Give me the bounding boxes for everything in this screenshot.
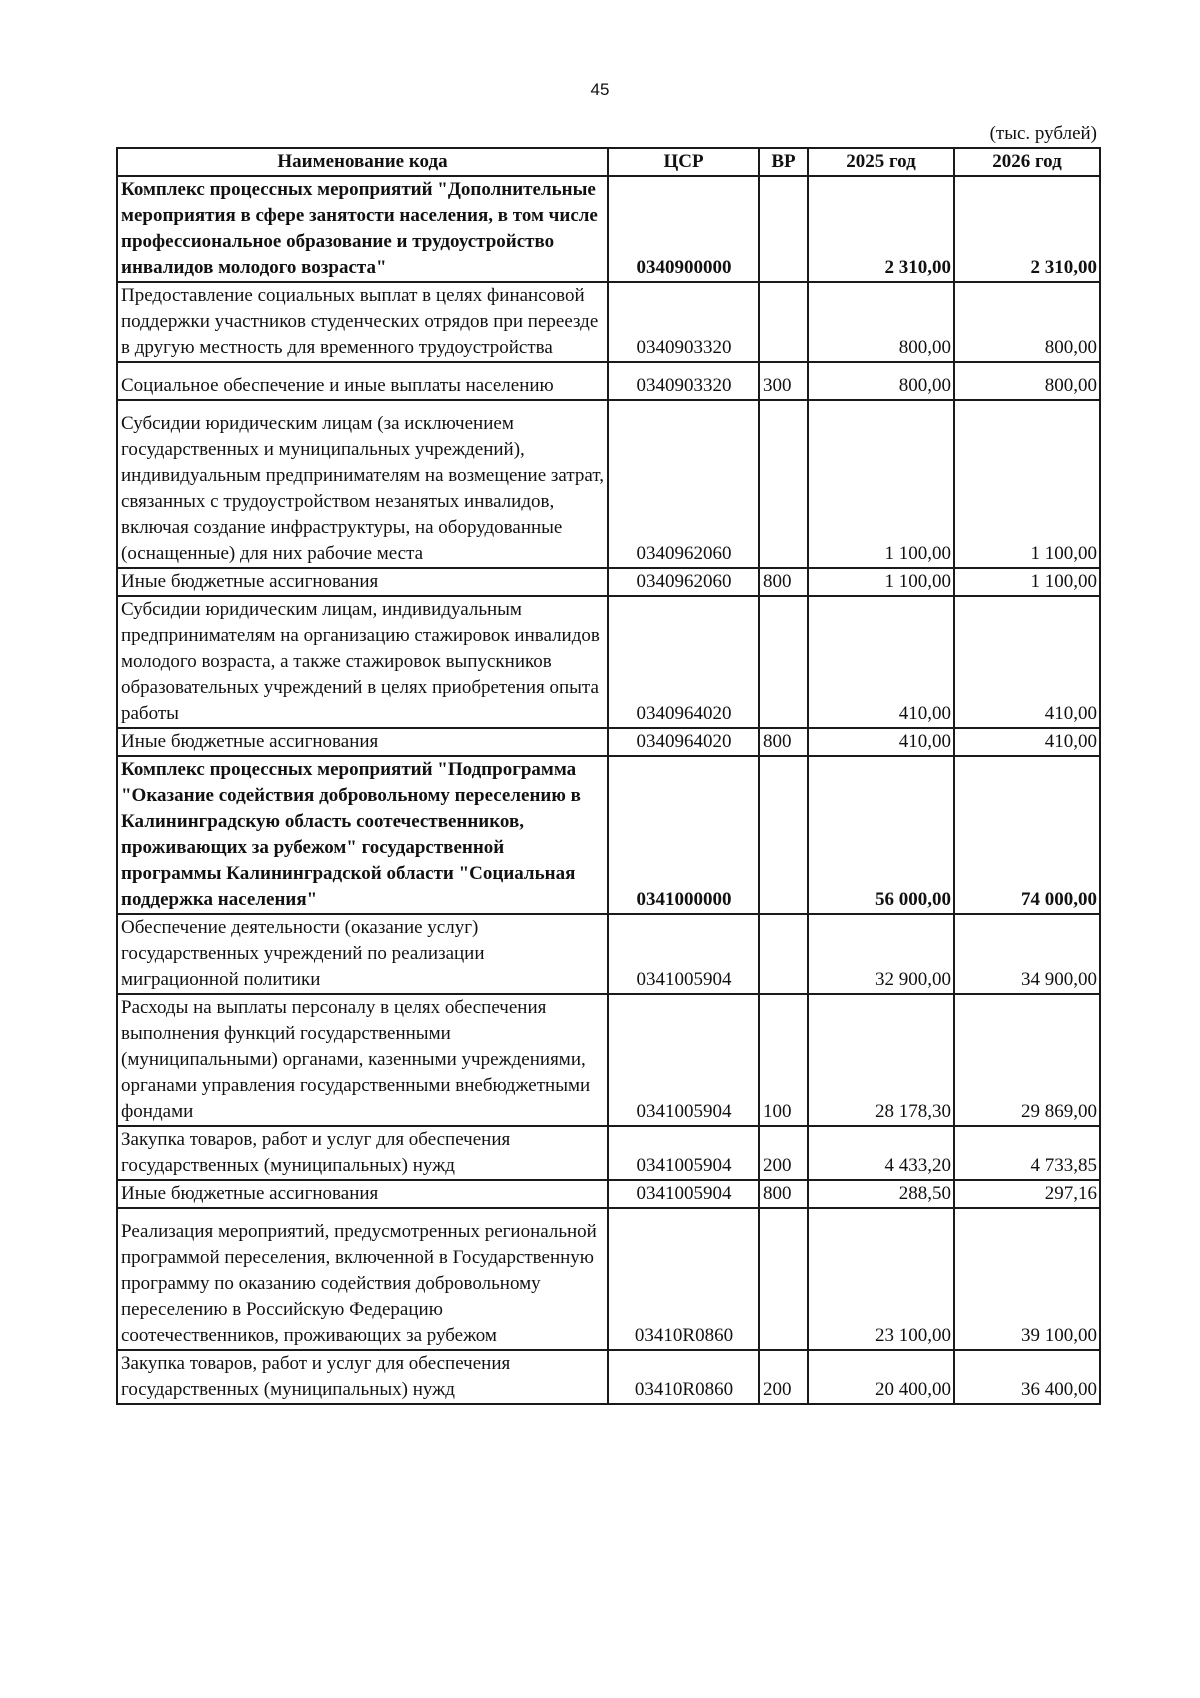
table-row [117, 1126, 1100, 1180]
row-csr: 0340962060 [608, 400, 759, 568]
row-name: Реализация мероприятий, предусмотренных региональной программой переселения, включенной в Государственную программу по оказанию содействия добровольному переселению в Российскую Федерацию соотечественников, проживающих за рубежом [117, 1208, 608, 1350]
row-csr: 0340903320 [608, 362, 759, 400]
row-2026: 36 400,00 [954, 1350, 1100, 1404]
row-2026: 29 869,00 [954, 994, 1100, 1126]
table-row [117, 362, 1100, 400]
row-vr: 100 [759, 994, 808, 1126]
table-row [117, 1208, 1100, 1350]
row-2026: 800,00 [954, 282, 1100, 362]
row-2025: 23 100,00 [808, 1208, 954, 1350]
header-csr: ЦСР [608, 148, 759, 176]
row-csr: 03410R0860 [608, 1350, 759, 1404]
row-csr: 0340900000 [608, 176, 759, 282]
row-2026: 74 000,00 [954, 756, 1100, 914]
row-name: Комплекс процессных мероприятий "Дополнительные мероприятия в сфере занятости населения, в том числе профессиональное образование и трудоустройство инвалидов молодого возраста" [117, 176, 608, 282]
row-2026: 297,16 [954, 1180, 1100, 1208]
row-2025: 288,50 [808, 1180, 954, 1208]
row-csr: 0340964020 [608, 596, 759, 728]
row-csr: 03410R0860 [608, 1208, 759, 1350]
row-csr: 0341000000 [608, 756, 759, 914]
row-2025: 1 100,00 [808, 400, 954, 568]
row-vr: 300 [759, 362, 808, 400]
row-2025: 800,00 [808, 362, 954, 400]
row-vr [759, 400, 808, 568]
row-2025: 56 000,00 [808, 756, 954, 914]
row-vr [759, 1208, 808, 1350]
row-2026: 39 100,00 [954, 1208, 1100, 1350]
header-vr: ВР [759, 148, 808, 176]
header-name: Наименование кода [117, 148, 608, 176]
row-2026: 410,00 [954, 728, 1100, 756]
row-csr: 0341005904 [608, 1126, 759, 1180]
row-name: Закупка товаров, работ и услуг для обеспечения государственных (муниципальных) нужд [117, 1350, 608, 1404]
row-2025: 410,00 [808, 728, 954, 756]
table-row [117, 1180, 1100, 1208]
row-vr: 200 [759, 1350, 808, 1404]
row-vr [759, 914, 808, 994]
table-row [117, 568, 1100, 596]
row-csr: 0340962060 [608, 568, 759, 596]
row-name: Закупка товаров, работ и услуг для обеспечения государственных (муниципальных) нужд [117, 1126, 608, 1180]
table-row [117, 176, 1100, 282]
row-csr: 0340964020 [608, 728, 759, 756]
table-row [117, 282, 1100, 362]
table-row [117, 914, 1100, 994]
header-2025: 2025 год [808, 148, 954, 176]
row-name: Иные бюджетные ассигнования [117, 568, 608, 596]
row-name: Расходы на выплаты персоналу в целях обеспечения выполнения функций государственными (муниципальными) органами, казенными учреждениями, органами управления государственными внебюджетными фондами [117, 994, 608, 1126]
row-2025: 32 900,00 [808, 914, 954, 994]
row-vr [759, 176, 808, 282]
table-row [117, 1350, 1100, 1404]
row-2026: 1 100,00 [954, 568, 1100, 596]
row-vr [759, 756, 808, 914]
row-csr: 0340903320 [608, 282, 759, 362]
row-name: Субсидии юридическим лицам (за исключением государственных и муниципальных учреждений), индивидуальным предпринимателям на возмещение затрат, связанных с трудоустройством незанятых инвалидов, включая создание инфраструктуры, на оборудованные (оснащенные) для них рабочие места [117, 400, 608, 568]
page-number: 45 [590, 80, 610, 99]
row-vr: 800 [759, 1180, 808, 1208]
row-2025: 20 400,00 [808, 1350, 954, 1404]
row-name: Социальное обеспечение и иные выплаты населению [117, 362, 608, 400]
row-2026: 410,00 [954, 596, 1100, 728]
row-2025: 28 178,30 [808, 994, 954, 1126]
row-2026: 4 733,85 [954, 1126, 1100, 1180]
row-vr: 200 [759, 1126, 808, 1180]
row-csr: 0341005904 [608, 994, 759, 1126]
row-2025: 1 100,00 [808, 568, 954, 596]
row-name: Иные бюджетные ассигнования [117, 728, 608, 756]
table-header-row [117, 148, 1100, 176]
row-2026: 2 310,00 [954, 176, 1100, 282]
table-row [117, 400, 1100, 568]
budget-table [116, 147, 1101, 1405]
row-name: Субсидии юридическим лицам, индивидуальным предпринимателям на организацию стажировок инвалидов молодого возраста, а также стажировок выпускников образовательных учреждений в целях приобретения опыта работы [117, 596, 608, 728]
row-csr: 0341005904 [608, 1180, 759, 1208]
row-2025: 2 310,00 [808, 176, 954, 282]
row-2025: 800,00 [808, 282, 954, 362]
table-row [117, 756, 1100, 914]
row-2025: 4 433,20 [808, 1126, 954, 1180]
row-vr [759, 596, 808, 728]
row-vr: 800 [759, 568, 808, 596]
row-vr [759, 282, 808, 362]
row-name: Иные бюджетные ассигнования [117, 1180, 608, 1208]
row-2025: 410,00 [808, 596, 954, 728]
row-2026: 34 900,00 [954, 914, 1100, 994]
row-2026: 1 100,00 [954, 400, 1100, 568]
table-row [117, 728, 1100, 756]
table-row [117, 596, 1100, 728]
table-row [117, 994, 1100, 1126]
row-2026: 800,00 [954, 362, 1100, 400]
row-csr: 0341005904 [608, 914, 759, 994]
row-name: Комплекс процессных мероприятий "Подпрограмма "Оказание содействия добровольному переселению в Калининградскую область соотечественников, проживающих за рубежом" государственной программы Калининградской области "Социальная поддержка населения" [117, 756, 608, 914]
row-name: Обеспечение деятельности (оказание услуг) государственных учреждений по реализации миграционной политики [117, 914, 608, 994]
header-2026: 2026 год [954, 148, 1100, 176]
units-label: (тыс. рублей) [989, 123, 1097, 144]
row-vr: 800 [759, 728, 808, 756]
row-name: Предоставление социальных выплат в целях финансовой поддержки участников студенческих отрядов при переезде в другую местность для временного трудоустройства [117, 282, 608, 362]
